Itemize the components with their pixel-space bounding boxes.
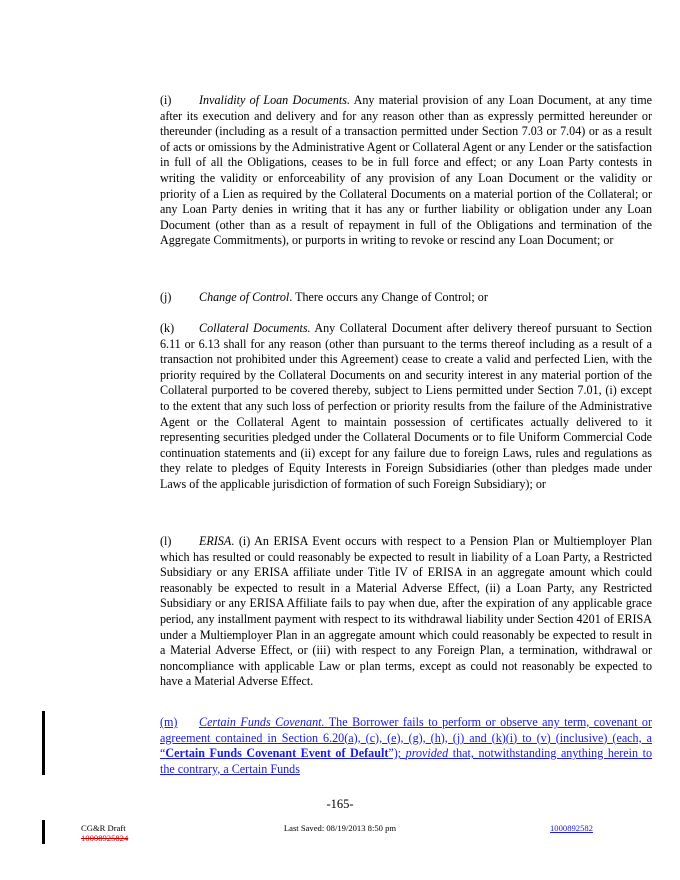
paragraph-m-inserted	[108, 715, 652, 777]
page-number: -165-	[326, 797, 354, 811]
paragraph-body: The Borrower fails to perform or observe any term, covenant or agreement contained in Section 6.20(a), (c), (e), (g), (h), (j) and (k)(i) to (v) (inclusive) (each, a “	[160, 715, 653, 761]
paragraph-body: Any Collateral Document after delivery thereof pursuant to Section 6.11 or 6.13 shall for any reason (other than pursuant to the terms thereof including as a result of a transaction not prohibited under this Agreement) cease to create a valid and perfected Lien, with the priority required by the Collateral Documents on and security interest in any material portion of the Collateral purported to be covered thereby, subject to Liens permitted under Section 7.01, (i) except to the extent that any such loss of perfection or priority results from the failure of the Administrative Agent or the Collateral Agent to maintain possession of certificates actually delivered to it representing securities pledged under the Collateral Documents or to file Uniform Commercial Code continuation statements and (ii) except for any failure due to foreign Laws, rules and regulations as they relate to pledges of Equity Interests in Foreign Subsidiaries (other than pledges made under Laws of the applicable jurisdiction of formation of such Foreign Subsidiary); or	[160, 321, 653, 491]
provided-term: provided	[405, 746, 449, 761]
paragraph-heading: ERISA	[199, 534, 232, 548]
paragraph-l	[108, 534, 652, 690]
paragraph-heading: Invalidity of Loan Documents.	[199, 93, 350, 107]
paragraph-k	[108, 321, 652, 493]
paragraph-heading: Certain Funds Covenant.	[199, 715, 325, 729]
deleted-doc-number: 10008925824	[81, 833, 129, 843]
paragraph-number: (k)	[160, 321, 175, 335]
last-saved-stamp: Last Saved: 08/19/2013 8:50 pm	[283, 823, 397, 833]
change-bar	[42, 711, 45, 775]
paragraph-number: (i)	[160, 93, 172, 107]
paragraph-heading: Collateral Documents.	[199, 321, 311, 335]
paragraph-body: . There occurs any Change of Control; or	[289, 290, 488, 304]
paragraph-body: ”);	[388, 746, 406, 761]
defined-term: Certain Funds Covenant Event of Default	[165, 746, 389, 761]
paragraph-body: . (i) An ERISA Event occurs with respect to a Pension Plan or Multiemployer Plan which has resulted or could reasonably be expected to result in liability of a Loan Party, a Restricted Subsidiary or any ERISA affiliate under Title IV of ERISA in an aggregate amount which could reasonably be expected to result in a Material Adverse Effect, (ii) a Loan Party, any Restricted Subsidiary or any ERISA Affiliate fails to pay when due, after the expiration of any applicable grace period, any installment payment with respect to its withdrawal liability under Section 4201 of ERISA under a Multiemployer Plan in an aggregate amount which could reasonably be expected to result in a Material Adverse Effect, or (iii) with respect to any Foreign Plan, a termination, withdrawal or noncompliance with applicable Law or plan terms, except as could not reasonably be expected to have a Material Adverse Effect.	[160, 534, 652, 689]
paragraph-heading: Change of Control	[199, 290, 290, 304]
paragraph-body: that, notwithstanding anything herein to the contrary, a Certain Funds	[160, 746, 652, 776]
paragraph-number: (j)	[160, 290, 172, 304]
paragraph-number: (m)	[160, 715, 178, 729]
paragraph-number: (l)	[160, 534, 172, 548]
paragraph-body: Any material provision of any Loan Document, at any time after its execution and delivery and for any reason other than as expressly permitted hereunder or thereunder (including as a result of a transaction permitted under Section 7.03 or 7.04) or as a result of acts or omissions by the Administrative Agent or Collateral Agent or any Lender or the satisfaction in full of all the Obligations, ceases to be in full force and effect; or any Loan Party contests in writing the validity or enforceability of any provision of any Loan Document or the validity or priority of a Lien as required by the Collateral Documents on a material portion of the Collateral; or any Loan Party denies in writing that it has any or further liability or obligation under any Loan Document (other than as a result of repayment in full of the Obligations and termination of the Aggregate Commitments), or purports in writing to revoke or rescind any Loan Document; or	[160, 93, 653, 248]
draft-label: CG&R Draft	[81, 823, 126, 833]
paragraph-j	[108, 290, 652, 306]
paragraph-i	[108, 93, 652, 249]
doc-number: 1000892582	[550, 823, 593, 833]
